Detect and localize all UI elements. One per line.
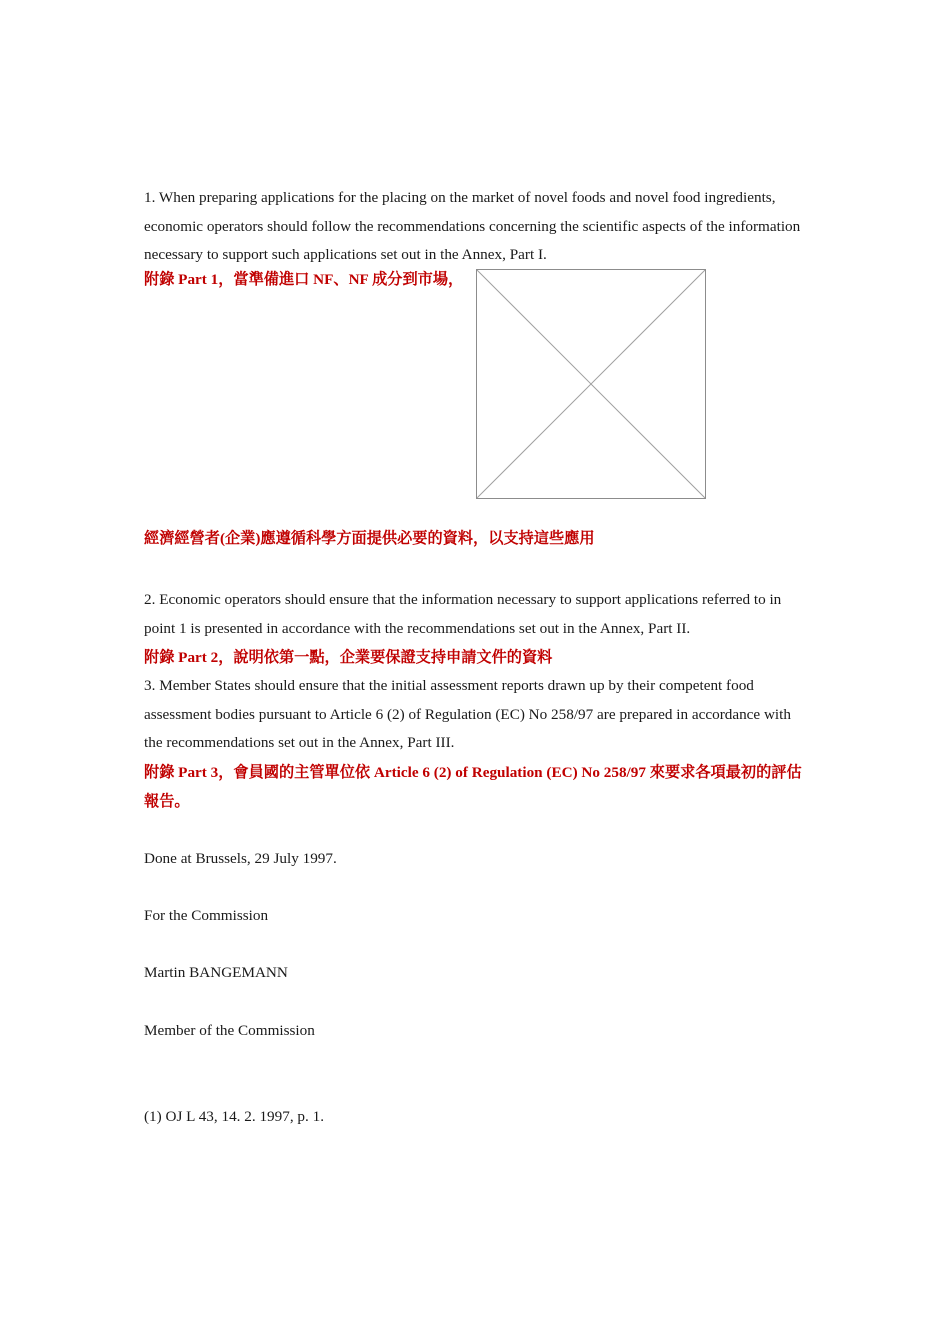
paragraph-point-1: 1. When preparing applications for the placing on the market of novel foods and novel food ingredients, economic operators should follow the recommendations concerning the scientific aspects of the information necessary to support such applications set out in the Annex, Part I. [144,189,801,264]
paragraph-point-2: 2. Economic operators should ensure that the information necessary to support applications referred to in point 1 is presented in accordance with the recommendations set out in the Annex, Part II. [144,591,782,637]
signatory-role: Member of the Commission [144,1022,315,1039]
paragraph-point-3: 3. Member States should ensure that the initial assessment reports drawn up by their competent food assessment bodies pursuant to Article 6 (2) of Regulation (EC) No 258/97 are prepared in accordance with the recommendations set out in the Annex, Part III. [144,677,791,752]
signatory-name: Martin BANGEMANN [144,964,288,981]
annotation-part-1-continued: 經濟經營者(企業)應遵循科學方面提供必要的資料，以支持這些應用 [144,530,595,547]
image-placeholder [476,269,706,499]
annotation-part-3: 附錄 Part 3，會員國的主管單位依 Article 6 (2) of Regulation (EC) No 258/97 來要求各項最初的評估報告。 [144,764,802,810]
annotation-part-1: 附錄 Part 1，當準備進口 NF、NF 成分到市場， [144,271,464,288]
footnote: (1) OJ L 43, 14. 2. 1997, p. 1. [144,1108,324,1125]
done-at-line: Done at Brussels, 29 July 1997. [144,850,337,867]
annotation-part-2: 附錄 Part 2，說明依第一點，企業要保證支持申請文件的資料 [144,649,553,666]
missing-image-icon [477,270,705,498]
for-commission-line: For the Commission [144,907,269,924]
